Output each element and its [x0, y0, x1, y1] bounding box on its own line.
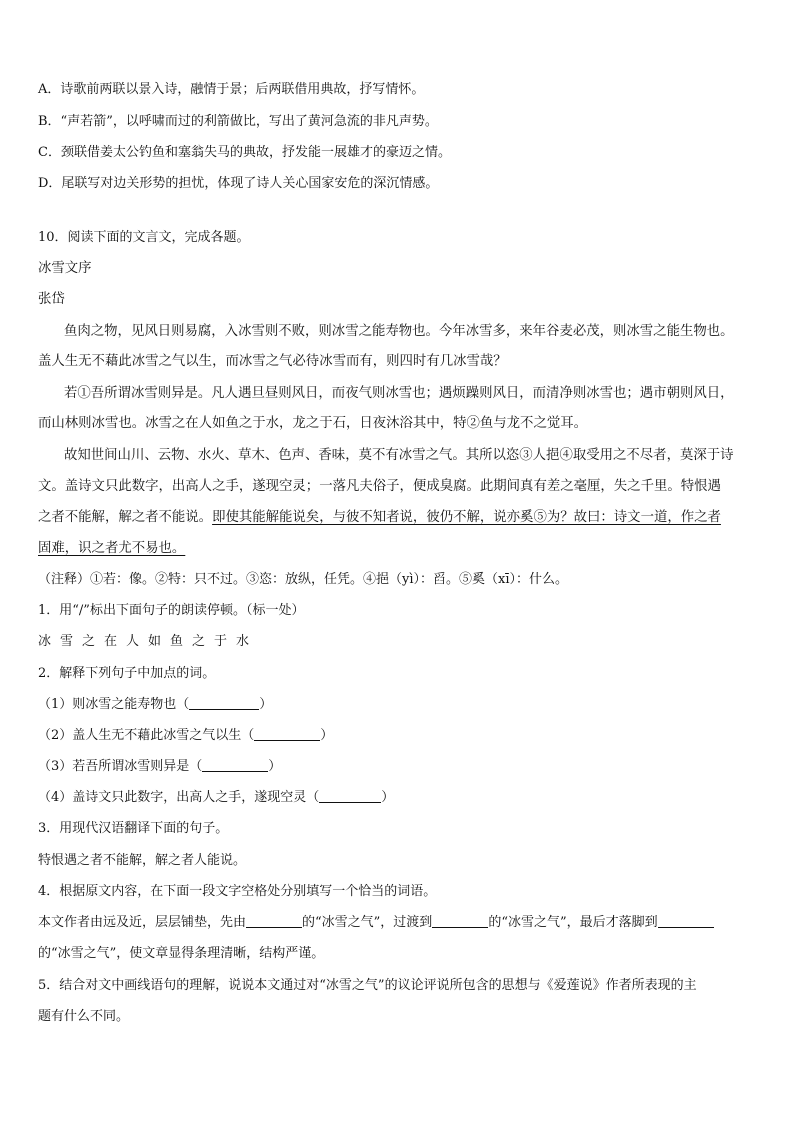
- sub-question-3: 3．用现代汉语翻译下面的句子。: [38, 821, 229, 836]
- sub-question-2-item-4: [38, 788, 756, 808]
- answer-blank-4-3[interactable]: [658, 913, 714, 928]
- item-2-text: （2）盖人生无不藉此冰雪之气以生（: [38, 728, 255, 743]
- annotations: （注释）①若：像。②特：只不过。③恣：放纵，任凭。④挹（yì）：舀。⑤奚（xī）：什么。: [38, 572, 568, 587]
- close-paren: ）: [381, 790, 395, 805]
- item-4-text: （4）盖诗文只此数字，出高人之手，遂现空灵（: [38, 790, 320, 805]
- close-paren: ）: [259, 697, 273, 712]
- passage-p3-line4: [38, 539, 756, 559]
- sub-question-2: 2．解释下列句子中加点的词。: [38, 666, 216, 681]
- q4-text-a: 本文作者由远及近，层层铺垫，先由: [38, 915, 247, 930]
- answer-blank-2-4[interactable]: [319, 788, 381, 803]
- sub-question-2-item-2: [38, 726, 756, 746]
- answer-blank-2-2[interactable]: [254, 726, 320, 741]
- option-c: C．颈联借姜太公钓鱼和塞翁失马的典故，抒发能一展雄才的豪迈之情。: [38, 145, 451, 160]
- q4-text-c: 的“冰雪之气”，最后才落脚到: [488, 915, 658, 930]
- passage-p2-line1: 若①吾所谓冰雪则异是。凡人遇旦昼则风日，而夜气则冰雪也；遇烦躁则风日，而清净则冰雪也；遇市朝则风日，: [64, 386, 734, 401]
- q4-text-b: 的“冰雪之气”，过渡到: [302, 915, 433, 930]
- passage-p3-line1: 故知世间山川、云物、水火、草木、色声、香味，莫不有冰雪之气。其所以恣③人挹④取受用之不尽者，莫深于诗: [64, 448, 734, 463]
- sub-question-2-item-1: [38, 695, 756, 715]
- close-paren: ）: [268, 759, 282, 774]
- answer-blank-2-1[interactable]: [189, 695, 259, 710]
- passage-title: 冰雪文序: [38, 261, 92, 276]
- passage-author: 张岱: [38, 292, 65, 307]
- answer-blank-4-2[interactable]: [432, 913, 488, 928]
- option-d: D．尾联写对边关形势的担忧，体现了诗人关心国家安危的深沉情感。: [38, 176, 439, 191]
- sub-question-5-line2: 题有什么不同。: [38, 1009, 130, 1024]
- passage-p2-line2: 而山林则冰雪也。冰雪之在人如鱼之于水，龙之于石，日夜沐浴其中，特②鱼与龙不之觉耳。: [38, 416, 588, 431]
- item-3-text: （3）若吾所谓冰雪则异是（: [38, 759, 203, 774]
- option-b: B．“声若箭”，以呼啸而过的利箭做比，写出了黄河急流的非凡声势。: [38, 114, 438, 129]
- sub-question-1-sentence: 冰雪之在人如鱼之于水: [38, 634, 259, 649]
- sub-question-2-item-3: [38, 757, 756, 777]
- sub-question-4-line1: [38, 913, 756, 933]
- close-paren: ）: [320, 728, 334, 743]
- answer-blank-2-3[interactable]: [202, 757, 268, 772]
- sub-question-5-line1: 5．结合对文中画线语句的理解，说说本文通过对“冰雪之气”的议论评说所包含的思想与《爱莲说》作者所表现的主: [38, 978, 697, 993]
- passage-p1-line2: 盖人生无不藉此冰雪之气以生，而冰雪之气必待冰雪而有，则四时有几冰雪哉？: [38, 354, 507, 369]
- sub-question-4-line2: 的“冰雪之气”，使文章显得条理清晰，结构严谨。: [38, 946, 325, 961]
- sub-question-3-sentence: 特恨遇之者不能解，解之者人能说。: [38, 853, 247, 868]
- underlined-sentence-part1: 即使其能解能说矣，与彼不知者说，彼仍不解，说亦奚⑤为？故曰：诗文一道，作之者: [212, 510, 721, 525]
- option-a: A．诗歌前两联以景入诗，融情于景；后两联借用典故，抒写情怀。: [38, 82, 425, 97]
- item-1-text: （1）则冰雪之能寿物也（: [38, 697, 190, 712]
- passage-p1-line1: 鱼肉之物，见风日则易腐，入冰雪则不败，则冰雪之能寿物也。今年冰雪多，来年谷麦必茂，则冰雪之能生物也。: [64, 324, 734, 339]
- passage-p3-line3: [38, 508, 756, 528]
- underlined-sentence-part2: 固难，识之者尤不易也。: [38, 541, 186, 556]
- passage-p3-line3-plain: 之者不能解，解之者不能说。: [38, 510, 213, 525]
- sub-question-1: 1．用“/”标出下面句子的朗读停顿。（标一处）: [38, 603, 305, 618]
- passage-p3-line2: 文。盖诗文只此数字，出高人之手，遂现空灵；一落凡夫俗子，便成臭腐。此期间真有差之毫厘，失之千里。特恨遇: [38, 479, 721, 494]
- sub-question-4: 4．根据原文内容，在下面一段文字空格处分别填写一个恰当的词语。: [38, 884, 437, 899]
- answer-blank-4-1[interactable]: [246, 913, 302, 928]
- question-10-heading: 10．阅读下面的文言文，完成各题。: [38, 230, 250, 245]
